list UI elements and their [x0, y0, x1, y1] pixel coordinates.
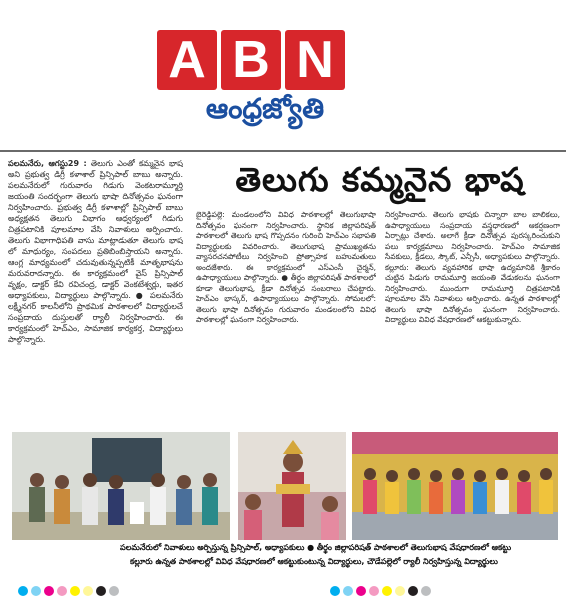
registration-dot [18, 586, 28, 596]
left-column-text [8, 158, 183, 428]
registration-dot [96, 586, 106, 596]
registration-dot [57, 586, 67, 596]
registration-dot [421, 586, 431, 596]
photo-caption-line2: కల్లూరు ఉన్నత పాఠశాలల్లో వివిధ వేషధారణలో ఆకట్టుకుంటున్న విద్యార్థులు, చౌడేపల్లెలో ర్యాలీ నిర్వహిస్తున్న విద్యార్థులు [130, 557, 498, 566]
middle-column-text: బైరెడ్డిపల్లె: మండలంలోని వివిధ పాఠశాలల్లో తెలుగుభాషా దినోత్సవం ఘనంగా నిర్వహించారు. స్థానిక జిల్లాపరిషత్ పాఠశాలలో తెలుగు భాష గొప్పదనం గురించి హెచ్ఎం సభాపతి విద్యార్థులకు వివరించారు. తెలుగుభాష ప్రాముఖ్యతను వ్యాసరచనపోటీలు నిర్వహించి ప్రోత్సాహక బహుమతులు అందజేశారు. ఈ కార్యక్రమంలో ఎస్ఎంసీ చైర్మన్, ఉపాధ్యాయులు పాల్గొన్నారు. ● తీర్థం జిల్లాపరిషత్ పాఠశాలలో కూడా తెలుగుభాష, క్రీడా దినోత్సవ సంబరాలు చేపట్టారు. హెచ్ఎం భాస్కర్, ఉపాధ్యాయులు పాల్గొన్నారు. సోమలలో: తెలుగు భాషా దినోత్సవం గురువారం మండలంలోని వివిధ పాఠశాలల్లో ఘనంగా నిర్వహించారు. [196, 210, 376, 324]
right-column-text: నిర్వహించారు. తెలుగు భాషకు చిన్నారా బాల బాలికలు, ఉపాధ్యాయులు సంప్రదాయ వస్త్రధారణలో ఆకర్షణంగా ఏర్పాట్లు చేశారు. అలాగే క్రీడా దినోత్సవ పురస్కరించుకుని పలు కార్యక్రమాలు నిర్వహించారు. హెచ్ఎం సామాజిక సేవకులు, క్రీడలు, స్కౌట్, ఎన్సీసీ, అధ్యాపకులు పాల్గొన్నారు. కల్లూరు: తెలుగు వ్యవహారిక భాషా ఉద్యమానికి శ్రీకారం చుట్టిన పిడుగు రామమూర్తి జయంతి వేడుకలను ఘనంగా నిర్వహించారు. ముందుగా రామమూర్తి చిత్రపటానికి పూలమాల వేసి నివాళులు అర్పించారు. ఉన్నత పాఠశాలల్లో తెలుగు భాషా దినోత్సవం ఘనంగా నిర్వహించారు. విద్యార్థులు వివిధ వేషధారణలో ఆకట్టుకున్నారు. [385, 210, 560, 324]
registration-dot [408, 586, 418, 596]
logo-letter-b: B [221, 30, 281, 90]
registration-dot [369, 586, 379, 596]
left-body: తెలుగు ఎంతో కమ్మనైన భాష అని ప్రభుత్వ డిగ్రీ కళాశాల్ ప్రిన్సిపాల్ బాబు అన్నారు. పలమనేరులో గురువారం గిడుగు వెంకటరామ్మూర్తి జయంతి సందర్భంగా తెలుగు భాషా దినోత్సవం ఘనంగా నిర్వహించారు. ప్రభుత్వ డిగ్రీ కళాశాల్లో ప్రిన్సిపాల్ బాబు అధ్యక్షతన తెలుగు విభాగం ఆధ్వర్యంలో గిడుగు చిత్రపటానికి పూలమాల వేసి నివాళులు అర్పించారు. తెలుగు విభాగాధిపతి వాసు మాట్లాడుతూ తెలుగు భాష లో మాధుర్యం, సంపదలు ప్రతిబింబిస్తాయని అన్నారు. ఆంగ్ల మాధ్యమంలో చదువుతున్నప్పటికీ మాతృభాషను మరువరాదన్నారు. ఈ కార్యక్రమంలో వైస్ ప్రిన్సిపాల్ వృక్షం, డాక్టర్ కేవి రవిచంద్ర, డాక్టర్ వెంకటేశ్వర్లు, ఇతర అధ్యాపకులు, విద్యార్థులు పాల్గొన్నారు. ● పలమనేరు లక్ష్మీనగర్ కాలనీలోని ప్రాథమిక పాఠశాలలో విద్యార్థులచే సంప్రదాయ దుస్తులతో ర్యాలీ నిర్వహించారు. ఈ కార్యక్రమంలో హెచ్ఎం, సామాజిక కార్యకర్త, విద్యార్థులు పాల్గొన్నారు. [8, 159, 183, 344]
registration-dot [44, 586, 54, 596]
registration-dot [343, 586, 353, 596]
registration-dot [70, 586, 80, 596]
logo-letter-a: A [157, 30, 217, 90]
headline: తెలుగు కమ్మనైన భాష [235, 160, 525, 199]
registration-dot [109, 586, 119, 596]
registration-dot [83, 586, 93, 596]
masthead [0, 0, 566, 150]
dateline: పలమనేరు, ఆగస్టు29 : [8, 159, 87, 168]
photo-theertham-student [238, 432, 346, 540]
photo-caption-line1: పలమనేరులో నివాళులు అర్పిస్తున్న ప్రిన్సిపాల్, అధ్యాపకులు ● తీర్థం జిల్లాపరిషత్ పాఠశాలలో తెలుగుభాష వేషధారణలో ఆకట్టు [120, 543, 512, 552]
registration-dot [31, 586, 41, 596]
registration-marks-left [18, 586, 119, 596]
registration-dot [330, 586, 340, 596]
abn-logo [157, 30, 345, 90]
registration-dot [382, 586, 392, 596]
registration-dot [356, 586, 366, 596]
logo-subtitle: ఆంధ్రజ్యోతి [205, 92, 325, 125]
photo-kalluru-students [352, 432, 558, 540]
photo-palamaneru-tribute [12, 432, 230, 540]
registration-dot [395, 586, 405, 596]
logo-letter-n: N [285, 30, 345, 90]
registration-marks-right [330, 586, 431, 596]
top-divider [0, 150, 566, 152]
